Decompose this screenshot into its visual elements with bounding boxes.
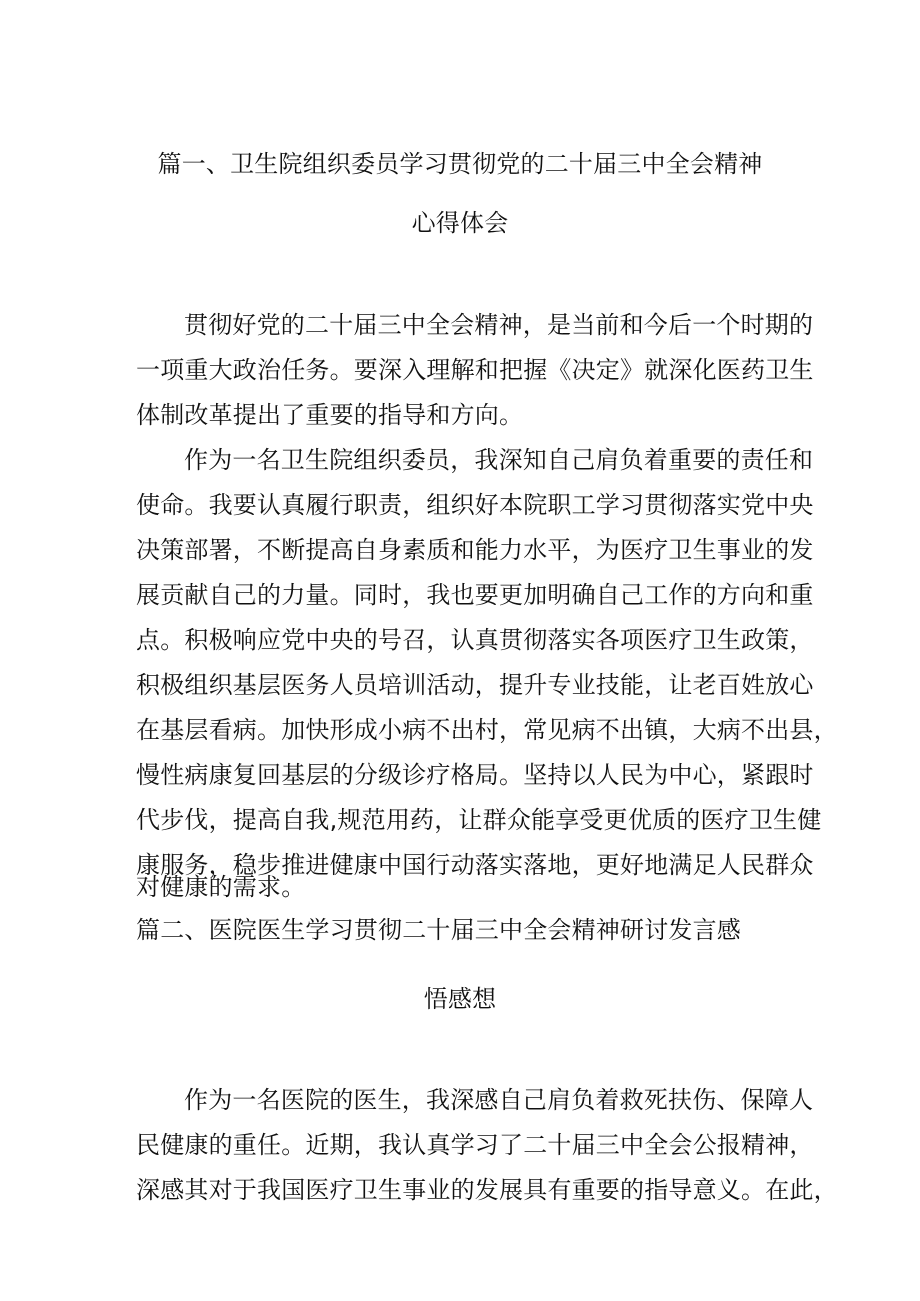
s1-p2-line: 代步伐，提高自我,规范用药，让群众能享受更优质的医疗卫生健 bbox=[136, 806, 822, 834]
s1-p1-line: 贯彻好党的二十届三中全会精神，是当前和今后一个时期的 bbox=[184, 311, 814, 339]
s1-p2-line: 康服务，稳步推进健康中国行动落实落地，更好地满足人民群众 bbox=[136, 851, 814, 879]
s1-p2-line: 使命。我要认真履行职责，组织好本院职工学习贯彻落实党中央 bbox=[136, 491, 814, 519]
section2-title-line2: 悟感想 bbox=[423, 985, 497, 1013]
s2-p1-line: 民健康的重任。近期，我认真学习了二十届三中全会公报精神， bbox=[136, 1131, 814, 1159]
s2-p1-line: 作为一名医院的医生，我深感自己肩负着救死扶伤、保障人 bbox=[184, 1086, 814, 1114]
section1-title-line2: 心得体会 bbox=[411, 209, 509, 237]
section2-title-line1: 篇二、医院医生学习贯彻二十届三中全会精神研讨发言感 bbox=[136, 916, 741, 944]
s1-p2-line: 积极组织基层医务人员培训活动，提升专业技能，让老百姓放心 bbox=[136, 671, 814, 699]
s2-p1-line: 深感其对于我国医疗卫生事业的发展具有重要的指导意义。在此， bbox=[136, 1176, 838, 1204]
s1-p2-line: 慢性病康复回基层的分级诊疗格局。坚持以人民为中心，紧跟时 bbox=[136, 761, 814, 789]
s1-p1-line: 体制改革提出了重要的指导和方向。 bbox=[136, 401, 524, 429]
s1-p2-line: 点。积极响应党中央的号召，认真贯彻落实各项医疗卫生政策， bbox=[136, 626, 814, 654]
s1-p2-line: 作为一名卫生院组织委员，我深知自己肩负着重要的责任和 bbox=[184, 446, 814, 474]
s1-p2-line: 决策部署，不断提高自身素质和能力水平，为医疗卫生事业的发 bbox=[136, 536, 814, 564]
s1-p2-line: 对健康的需求。 bbox=[136, 873, 306, 901]
s1-p1-line: 一项重大政治任务。要深入理解和把握《决定》就深化医药卫生 bbox=[136, 356, 814, 384]
section1-title-line1: 篇一、卫生院组织委员学习贯彻党的二十届三中全会精神 bbox=[157, 150, 763, 178]
s1-p2-line: 在基层看病。加快形成小病不出村，常见病不出镇，大病不出县， bbox=[136, 716, 838, 744]
s1-p2-line: 展贡献自己的力量。同时，我也要更加明确自己工作的方向和重 bbox=[136, 581, 814, 609]
